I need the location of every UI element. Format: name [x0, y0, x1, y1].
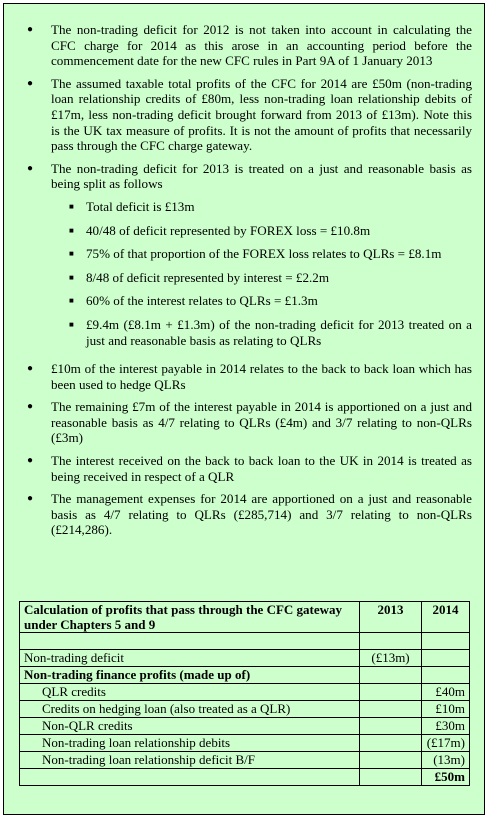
table-cell	[422, 667, 470, 684]
table-cell: Non-trading finance profits (made up of)	[20, 667, 360, 684]
table-cell: (13m)	[422, 752, 470, 769]
table-cell	[360, 701, 422, 718]
table-cell	[360, 633, 422, 650]
bullet-text: The remaining £7m of the interest payable in 2014 is apportioned on a just and reasonable basis as 4/7 relating to QLRs (£4m) and 3/7 relating to non-QLRs (£3m)	[51, 399, 472, 446]
table-cell: £30m	[422, 718, 470, 735]
table-cell	[422, 650, 470, 667]
bullet-text: The management expenses for 2014 are apportioned on a just and reasonable basis as 4/7 relating to QLRs (£285,714) and 3/7 relating to non-QLRs (£214,286).	[51, 491, 472, 538]
table-cell	[360, 769, 422, 786]
table-row	[20, 633, 470, 650]
table-cell	[360, 735, 422, 752]
table-cell: £40m	[422, 684, 470, 701]
bullet-text: The non-trading deficit for 2012 is not taken into account in calculating the CFC charge for 2014 as this arose in an accounting period before the commencement date for the new CFC rules in Part 9A of 1 January 2013	[51, 22, 472, 69]
table-cell	[360, 752, 422, 769]
bullet-item	[4, 361, 484, 392]
table-cell: Credits on hedging loan (also treated as a QLR)	[20, 701, 360, 718]
bullet-text: The interest received on the back to back loan to the UK in 2014 is treated as being received in respect of a QLR	[51, 453, 472, 484]
bullet-text: The assumed taxable total profits of the CFC for 2014 are £50m (non-trading loan relationship credits of £80m, less non-trading loan relationship debits of £17m, less non-trading deficit brought forward from 2013 of £13m). Note this is the UK tax measure of profits. It is not the amount of profits that necessarily pass through the CFC charge gateway.	[51, 75, 472, 154]
table-header-row	[20, 602, 470, 633]
sub-bullet-item: ■ 40/48 of deficit represented by FOREX loss = £10.8m	[51, 223, 472, 239]
table-cell	[20, 633, 360, 650]
sub-bullet-item: ■ Total deficit is £13m	[51, 199, 472, 215]
sub-bullet-item: ■ £9.4m (£8.1m + £1.3m) of the non-trading deficit for 2013 treated on a just and reasonable basis as relating to QLRs	[51, 317, 472, 348]
bullet-item	[4, 76, 484, 154]
bullet-text: The non-trading deficit for 2013 is treated on a just and reasonable basis as being split as follows	[51, 160, 472, 192]
table-cell	[422, 633, 470, 650]
sub-bullet-list	[51, 199, 472, 348]
bullet-item	[4, 399, 484, 446]
sub-bullet-item: ■ 75% of that proportion of the FOREX loss relates to QLRs = £8.1m	[51, 246, 472, 262]
table-cell	[360, 684, 422, 701]
table-cell	[360, 667, 422, 684]
bullet-item	[4, 453, 484, 484]
sub-bullet-item: ■ 60% of the interest relates to QLRs = £1.3m	[51, 293, 472, 309]
table-cell: Non-trading deficit	[20, 650, 360, 667]
bullet-item	[4, 491, 484, 538]
table-cell: (£17m)	[422, 735, 470, 752]
table-cell: Non-QLR credits	[20, 718, 360, 735]
table-row	[20, 650, 470, 667]
table-cell: (£13m)	[360, 650, 422, 667]
table-total-cell: £50m	[422, 769, 470, 786]
bullet-item	[4, 161, 484, 354]
table-row	[20, 667, 470, 684]
table-cell	[20, 769, 360, 786]
table-header-cell: Calculation of profits that pass through the CFC gateway under Chapters 5 and 9	[20, 602, 360, 633]
table-total-row	[20, 769, 470, 786]
sub-bullet-item: ■ 8/48 of deficit represented by interest = £2.2m	[51, 270, 472, 286]
table-row	[20, 718, 470, 735]
table-cell: Non-trading loan relationship debits	[20, 735, 360, 752]
bullet-list	[4, 22, 484, 538]
table-cell: QLR credits	[20, 684, 360, 701]
table-row	[20, 735, 470, 752]
table-cell: Non-trading loan relationship deficit B/F	[20, 752, 360, 769]
bullet-item	[4, 22, 484, 69]
table-row	[20, 701, 470, 718]
table-header-cell: 2013	[360, 602, 422, 633]
table-cell: £10m	[422, 701, 470, 718]
table-cell	[360, 718, 422, 735]
table-header-cell: 2014	[422, 602, 470, 633]
bullet-text: £10m of the interest payable in 2014 relates to the back to back loan which has been used to hedge QLRs	[51, 361, 472, 392]
table-row	[20, 752, 470, 769]
table-row	[20, 684, 470, 701]
cfc-gateway-table	[19, 601, 470, 786]
